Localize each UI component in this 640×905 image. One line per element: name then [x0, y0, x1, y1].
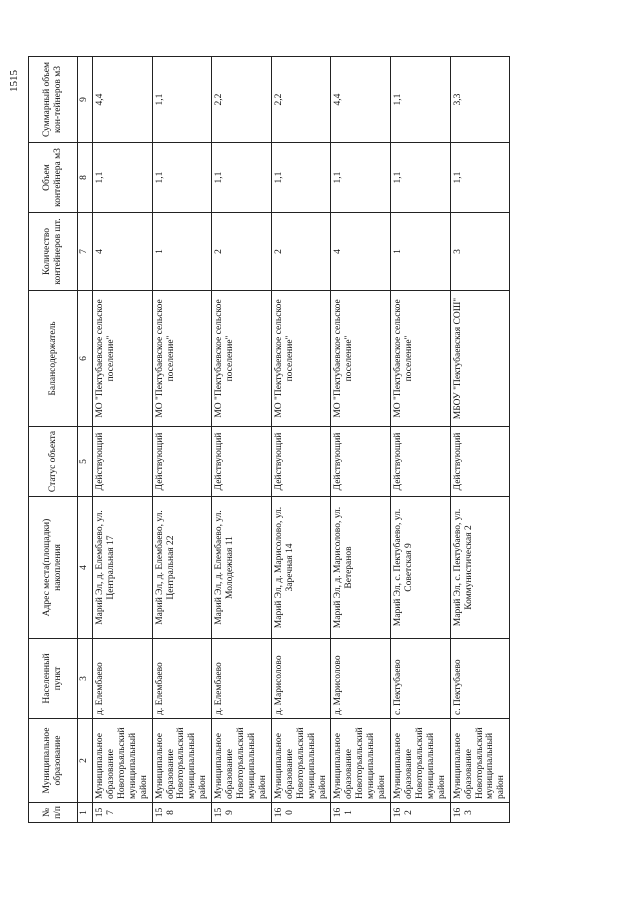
status-cell: Действующий	[450, 427, 510, 497]
column-number: 4	[78, 497, 93, 639]
column-number: 9	[78, 57, 93, 143]
municipality-cell: Муниципальное образование Новоторъяльский муниципальный район	[391, 719, 451, 803]
total-cell: 4,4	[331, 57, 391, 143]
table-row	[391, 57, 451, 823]
holder-cell: МО "Пектубаевское сельское поселение"	[331, 291, 391, 427]
total-cell: 3,3	[450, 57, 510, 143]
count-cell: 1	[391, 213, 451, 291]
table-row	[152, 57, 212, 823]
count-cell: 2	[271, 213, 331, 291]
volume-cell: 1,1	[331, 143, 391, 213]
column-number: 8	[78, 143, 93, 213]
table-row	[331, 57, 391, 823]
column-number: 6	[78, 291, 93, 427]
row-number: 161	[331, 803, 391, 823]
column-number: 7	[78, 213, 93, 291]
address-cell: Марий Эл, д. Елембаево, ул. Центральная 22	[152, 497, 212, 639]
column-header: Населенный пункт	[29, 639, 78, 719]
address-cell: Марий Эл, д. Марисолово, ул. Заречная 14	[271, 497, 331, 639]
waste-sites-table	[28, 56, 510, 823]
status-cell: Действующий	[391, 427, 451, 497]
holder-cell: МБОУ "Пектубаевская СОШ"	[450, 291, 510, 427]
settlement-cell: д. Елембаево	[152, 639, 212, 719]
column-number: 3	[78, 639, 93, 719]
address-cell: Марий Эл, д. Елембаево, ул. Молодежная 11	[212, 497, 272, 639]
row-number: 160	[271, 803, 331, 823]
municipality-cell: Муниципальное образование Новоторъяльский муниципальный район	[93, 719, 153, 803]
settlement-cell: с. Пектубаево	[391, 639, 451, 719]
holder-cell: МО "Пектубаевское сельское поселение"	[212, 291, 272, 427]
row-number: 159	[212, 803, 272, 823]
total-cell: 4,4	[93, 57, 153, 143]
column-number: 2	[78, 719, 93, 803]
municipality-cell: Муниципальное образование Новоторъяльский муниципальный район	[212, 719, 272, 803]
column-number: 1	[78, 803, 93, 823]
count-cell: 4	[93, 213, 153, 291]
total-cell: 1,1	[391, 57, 451, 143]
column-header: Статус объекта	[29, 427, 78, 497]
status-cell: Действующий	[331, 427, 391, 497]
municipality-cell: Муниципальное образование Новоторъяльский муниципальный район	[331, 719, 391, 803]
municipality-cell: Муниципальное образование Новоторъяльский муниципальный район	[271, 719, 331, 803]
count-cell: 1	[152, 213, 212, 291]
row-number: 158	[152, 803, 212, 823]
count-cell: 4	[331, 213, 391, 291]
settlement-cell: д. Марисолово	[331, 639, 391, 719]
count-cell: 2	[212, 213, 272, 291]
volume-cell: 1,1	[152, 143, 212, 213]
address-cell: Марий Эл, с. Пектубаево, ул. Советская 9	[391, 497, 451, 639]
total-cell: 2,2	[271, 57, 331, 143]
settlement-cell: д. Елембаево	[93, 639, 153, 719]
column-header: Адрес места(площадки) накопления	[29, 497, 78, 639]
holder-cell: МО "Пектубаевское сельское поселение"	[391, 291, 451, 427]
volume-cell: 1,1	[212, 143, 272, 213]
column-header: Суммарный объем кон-тейнеров м3	[29, 57, 78, 143]
column-number: 5	[78, 427, 93, 497]
table-row	[93, 57, 153, 823]
status-cell: Действующий	[271, 427, 331, 497]
row-number: 162	[391, 803, 451, 823]
table-row	[271, 57, 331, 823]
column-header: Муниципальное образование	[29, 719, 78, 803]
holder-cell: МО "Пектубаевское сельское поселение"	[271, 291, 331, 427]
total-cell: 1,1	[152, 57, 212, 143]
column-header: Количество контейнеров шт.	[29, 213, 78, 291]
settlement-cell: д. Елембаево	[212, 639, 272, 719]
address-cell: Марий Эл, д. Марисолово, ул. Ветеранов	[331, 497, 391, 639]
column-header: Объем контейнера м3	[29, 143, 78, 213]
municipality-cell: Муниципальное образование Новоторъяльский муниципальный район	[450, 719, 510, 803]
volume-cell: 1,1	[450, 143, 510, 213]
settlement-cell: д. Марисолово	[271, 639, 331, 719]
volume-cell: 1,1	[271, 143, 331, 213]
row-number: 163	[450, 803, 510, 823]
volume-cell: 1,1	[93, 143, 153, 213]
status-cell: Действующий	[93, 427, 153, 497]
page-number: 1515	[8, 70, 20, 92]
holder-cell: МО "Пектубаевское сельское поселение"	[93, 291, 153, 427]
table-row	[450, 57, 510, 823]
column-number-row	[78, 57, 93, 823]
address-cell: Марий Эл, д. Елембаево, ул. Центральная 17	[93, 497, 153, 639]
table-header-row	[29, 57, 78, 823]
table-row	[212, 57, 272, 823]
count-cell: 3	[450, 213, 510, 291]
address-cell: Марий Эл, с. Пектубаево, ул. Коммунистическая 2	[450, 497, 510, 639]
holder-cell: МО "Пектубаевское сельское поселение"	[152, 291, 212, 427]
status-cell: Действующий	[212, 427, 272, 497]
volume-cell: 1,1	[391, 143, 451, 213]
municipality-cell: Муниципальное образование Новоторъяльский муниципальный район	[152, 719, 212, 803]
status-cell: Действующий	[152, 427, 212, 497]
total-cell: 2,2	[212, 57, 272, 143]
row-number: 157	[93, 803, 153, 823]
column-header: Балансодержатель	[29, 291, 78, 427]
settlement-cell: с. Пектубаево	[450, 639, 510, 719]
column-header: № п/п	[29, 803, 78, 823]
